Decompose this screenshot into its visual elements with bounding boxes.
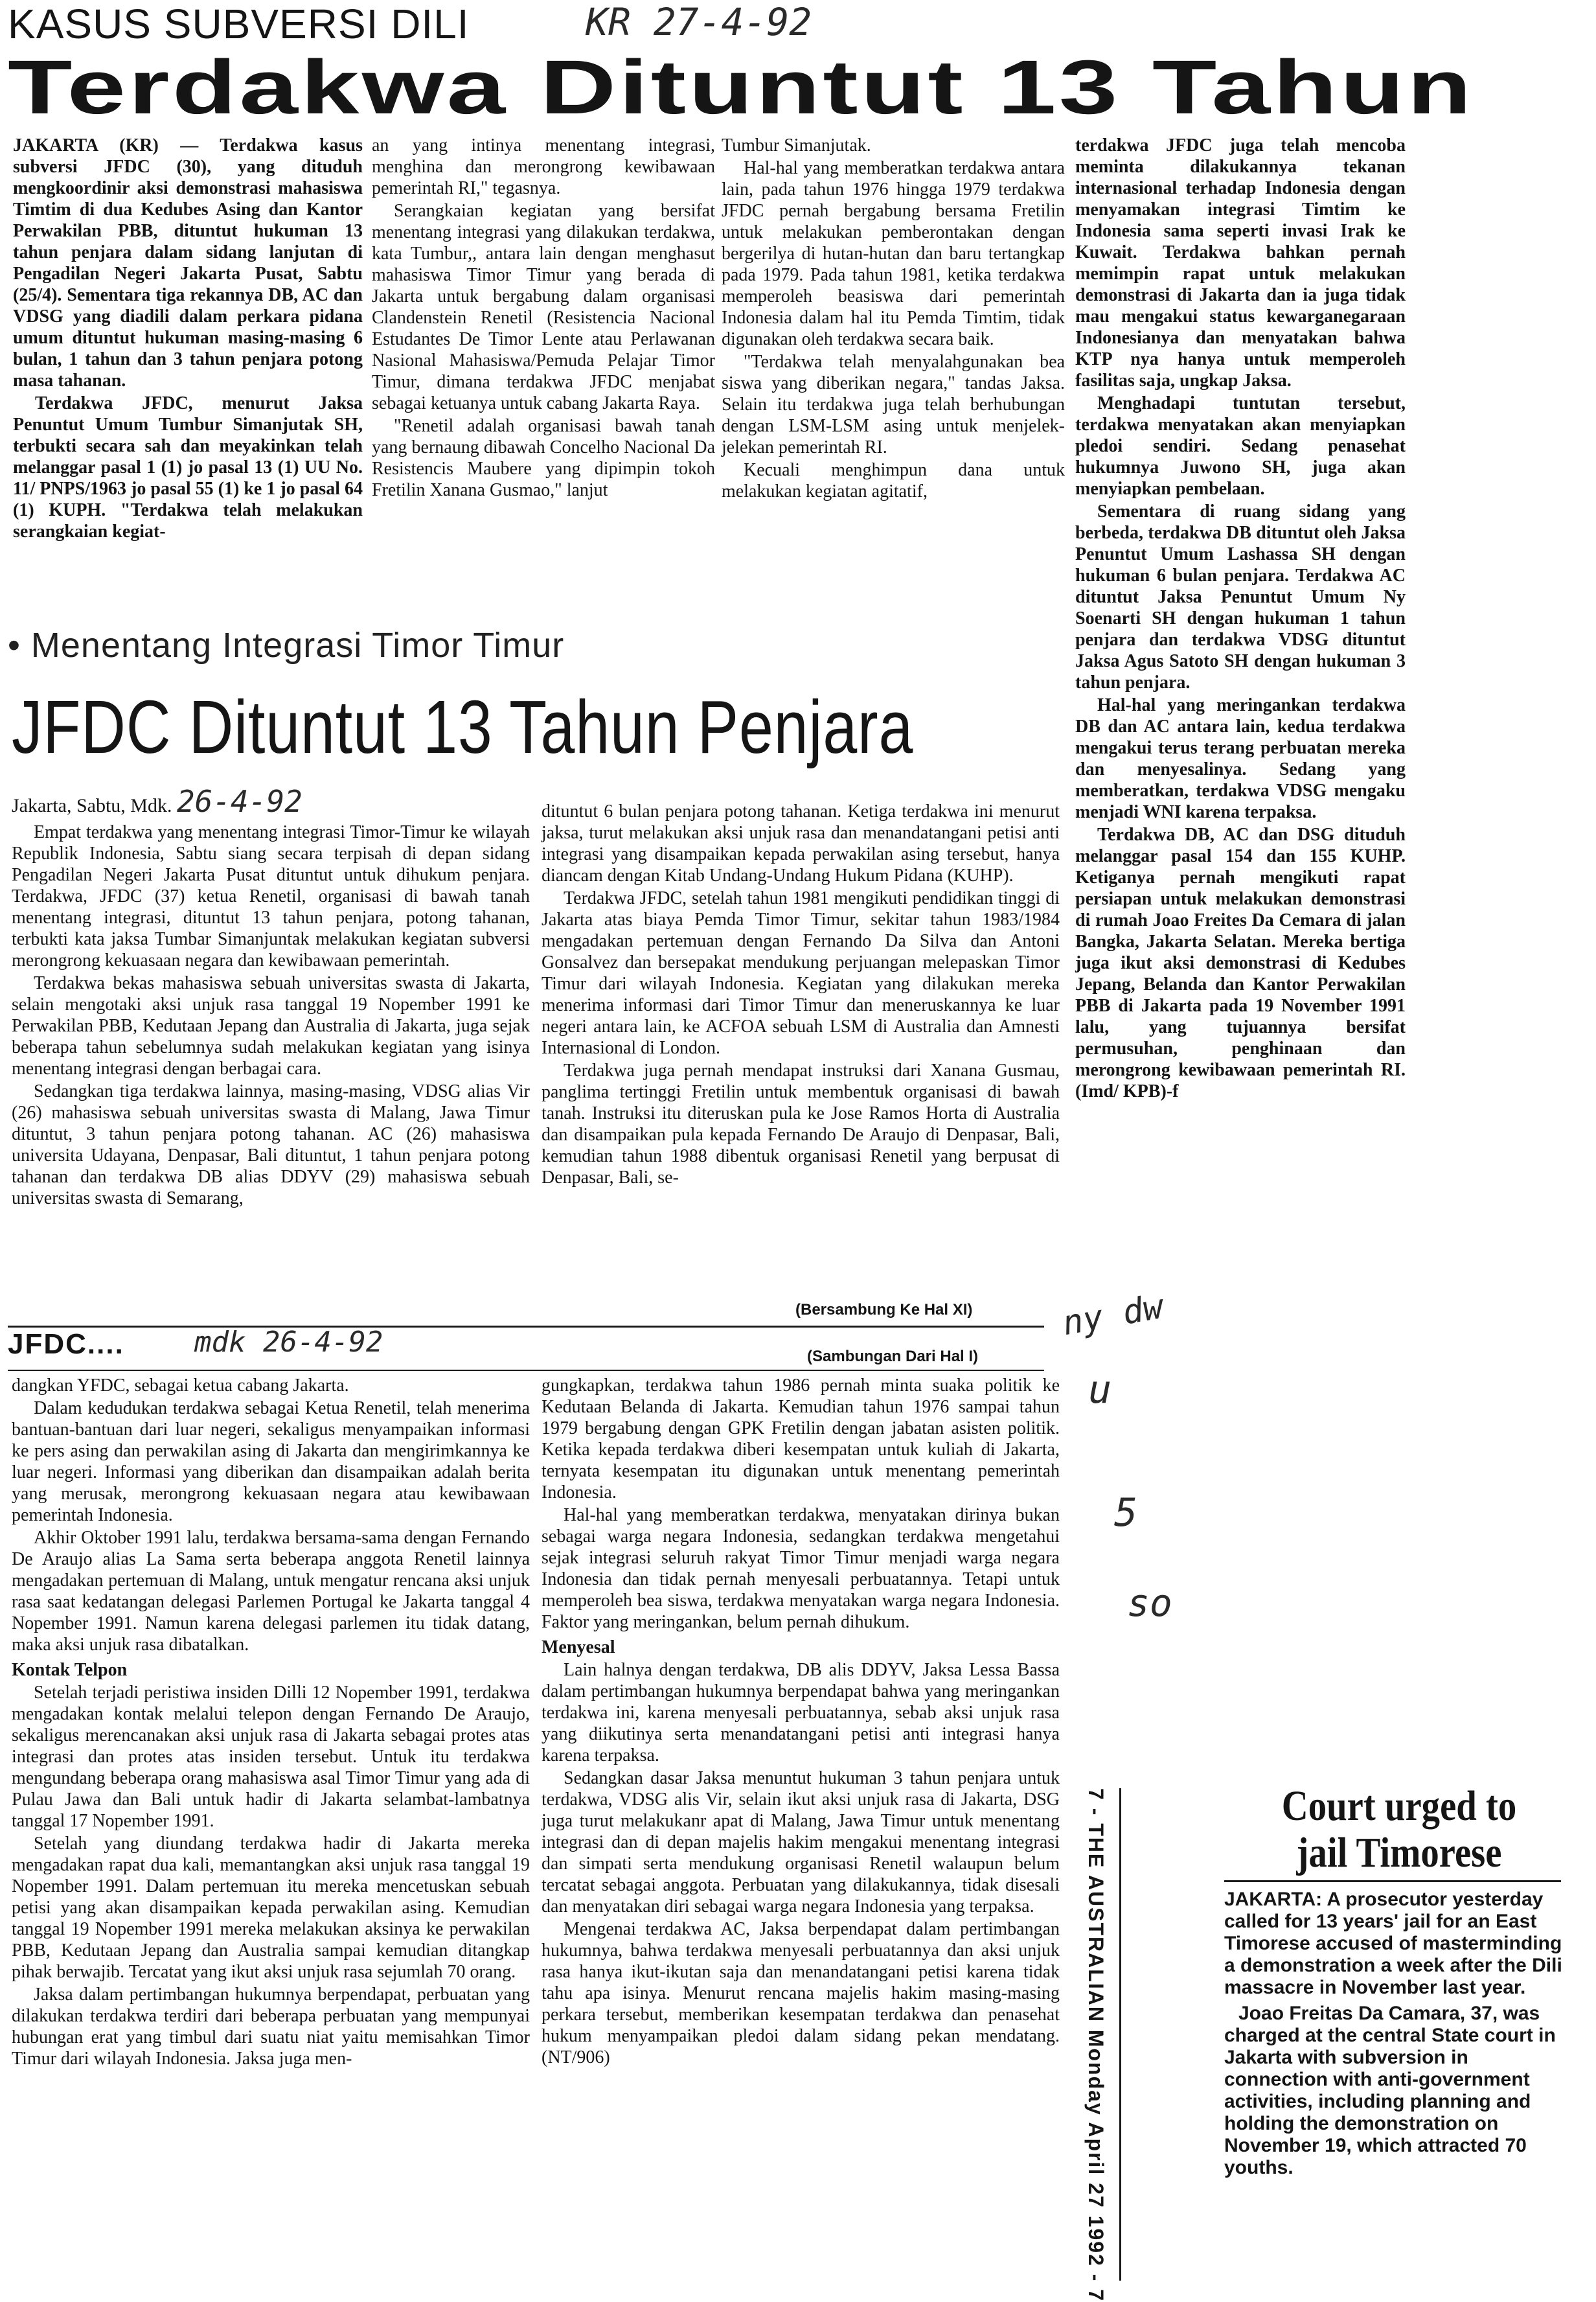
clip1-col3-para: Kecuali menghimpun dana untuk melakukan kegiatan agitatif, — [722, 460, 1065, 501]
clip3-source-line: 7 - THE AUSTRALIAN Monday April 27 1992 - 7 — [1084, 1788, 1108, 2302]
clip1-col4-para: Terdakwa DB, AC dan DSG dituduh melanggar pasal 154 dan 155 KUHP. Ketiganya pernah mengikuti rapat persiapan untuk melakukan demonstrasi di rumah Joao Freites Da Cemara di jalan Bangka, Jakarta Selatan. Mereka bertiga juga ikut aksi demonstrasi di Kedubes Jepang, Belanda dan Kantor Perwakilan PBB di Jakarta pada 19 November 1991 lalu, yang tujuannya bersifat permusuhan, penghinaan dan merongrong kewibawaan pemerintah RI. (Imd/ KPB)-f — [1075, 825, 1406, 1101]
clip2-cont-col1-para: Setelah yang diundang terdakwa hadir di Jakarta mereka mengadakan rapat dua kali, memantangkan aksi unjuk rasa tanggal 19 Nopember 1991. Dalam pertemuan itu mereka mencetuskan sebuah petisi yang akan disampaikan kepada perwakilan asing. Kemudian tanggal 19 Nopember 1991 mereka melakukan aksinya ke perwakilan PBB, Kedutaan Jepang dan Australia sampai kemudian ditangkap pihak berwajib. Tercatat yang ikut aksi unjuk rasa sejumlah 70 orang. — [12, 1834, 530, 1982]
clip3-headline-2: jail Timorese — [1296, 1829, 1502, 1876]
clip2-col2-para: Terdakwa juga pernah mendapat instruksi dari Xanana Gusmau, panglima tertinggi Fretilin untuk membentuk organisasi di bawah tanah. Instruksi itu diteruskan pula ke Jose Ramos Horta di Australia dan disampaikan pula kepada Fernando De Araujo di Denpasar, Bali, kemudian tahun 1988 dibentuk organisasi Renetil yang berpusat di Denpasar, Bali, se- — [542, 1061, 1060, 1188]
clip1-col3-para: "Terdakwa telah menyalahgunakan bea siswa yang diberikan negara," tandas Jaksa. Selain itu terdakwa juga telah berhubungan dengan LSM-LSM asing untuk menjelek-jelekan pemerintah RI. — [722, 352, 1065, 457]
clip1-col3-para: Tumbur Simanjutak. — [722, 135, 871, 155]
margin-note: so — [1127, 1581, 1172, 1625]
clip2-column-1 — [12, 822, 530, 1210]
clip2-cont-col1-para: Setelah terjadi peristiwa insiden Dilli 12 Nopember 1991, terdakwa mengadakan kontak melalui telepon dengan Fernando De Araujo, sekaligus merencanakan aksi unjuk rasa di Jakarta sebagai protes atas integrasi dan protes atas insiden tersebut. Untuk itu terdakwa mengundang beberapa orang mahasiswa asal Timor Timur yang ada di Pulau Jawa dan Bali untuk hadir di Jakarta selambat-lambatnya tanggal 17 Nopember 1991. — [12, 1683, 530, 1831]
clip2-cont-col2-para: Hal-hal yang memberatkan terdakwa, menyatakan dirinya bukan sebagai warga negara Indonesia, sedangkan terdakwa mengetahui sejak integrasi seluruh rakyat Timor Timur menjadi warga negara Indonesia dan tidak pernah menyesali perbuatannya. Tetapi untuk memperoleh bea siswa, terdakwa menyatakan warga negara Indonesia. Faktor yang meringankan, belum pernah dihukum. — [542, 1505, 1060, 1632]
clip2-handwritten-date: 26-4-92 — [176, 784, 302, 819]
clip2-cont-col2-para: Mengenai terdakwa AC, Jaksa berpendapat dalam pertimbangan hukumnya, bahwa terdakwa menyesali perbuatannya dan aksi unjuk rasa hanya ikut-ikutan saja dan menandatangani petisi karena tidak tahu apa isinya. Menurut rencana majelis hakim masing-masing perkara tersebut, memberikan kesempatan terdakwa dan penasehat hukum menyampaikan pledoi dalam sidang pekan mendatang. (NT/906) — [542, 1919, 1060, 2067]
clip1-col4-para: terdakwa JFDC juga telah mencoba meminta dilakukannya tekanan internasional terhadap Indonesia dengan menyamakan integrasi Timtim ke Indonesia sama seperti invasi Irak ke Kuwait. Terdakwa bahkan pernah memimpin rapat untuk melakukan demonstrasi di Jakarta dan ia juga tidak mau mengakui status kewarganegaraan Indonesianya dan menyatakan bahwa KTP nya hanya untuk memperoleh fasilitas saja, ungkap Jaksa. — [1075, 135, 1406, 391]
clip1-col1-para: JAKARTA (KR) — Terdakwa kasus subversi JFDC (30), yang dituduh mengkoordinir aksi demonstrasi mahasiswa Timtim di dua Kedubes Asing dan Kantor Perwakilan PBB, dituntut hukuman 13 tahun penjara dalam sidang lanjutan di Pengadilan Negeri Jakarta Pusat, Sabtu (25/4). Sementara tiga rekannya DB, AC dan VDSG yang diadili dalam perkara pidana umum dituntut hukuman masing-masing 6 bulan, 1 tahun dan 3 tahun penjara potong masa tahanan. — [13, 135, 363, 391]
clip1-headline: Terdakwa Dituntut 13 Tahun — [8, 45, 1474, 130]
clip2-dateline-text: Jakarta, Sabtu, Mdk. — [12, 795, 172, 816]
clip2-cont-col2-para: gungkapkan, terdakwa tahun 1986 pernah minta suaka politik ke Kedutaan Belanda di Jakarta. Kemudian tahun 1976 sampai tahun 1979 bergabung dengan GPK Fretilin dengan jabatan asisten politik. Ketika kepada terdakwa diberi kesempatan untuk kuliah di Jakarta, ternyata kesempatan itu digunakan untuk menentang pemerintah Indonesia. — [542, 1375, 1060, 1502]
clip2-continued-to: (Bersambung Ke Hal XI) — [795, 1301, 973, 1318]
clip2-col2-para: dituntut 6 bulan penjara potong tahanan. Ketiga terdakwa ini menurut jaksa, turut melakukan aksi unjuk rasa dan menandatangani petisi anti integrasi yang disampaikan kepada perwakilan asing tersebut, hanya diancam dengan Kitab Undang-Undang Hukum Pidana (KUHP). — [542, 801, 1060, 886]
clip1-col4-para: Hal-hal yang meringankan terdakwa DB dan AC antara lain, kedua terdakwa mengakui terus terang perbuatan mereka dan menyesalinya. Sedang yang memberatkan, terdakwa VDSG mengaku menjadi WNI karena terpaksa. — [1075, 695, 1406, 822]
clip1-col2-para: an yang intinya menentang integrasi, menghina dan merongrong kewibawaan pemerintah RI," tegasnya. — [372, 135, 715, 198]
subhead-kontak-telpon: Kontak Telpon — [12, 1660, 128, 1680]
margin-note: ny dw — [1059, 1287, 1167, 1344]
clip1-column-3 — [722, 135, 1065, 503]
clip3-vertical-rule — [1119, 1788, 1121, 2281]
clip2-cont-col1-para: Dalam kedudukan terdakwa sebagai Ketua Renetil, telah menerima bantuan-bantuan dari luar negeri, sekaligus menyampaikan informasi ke pers asing dan perwakilan asing di Jakarta dan mengirimkannya ke luar negeri. Informasi yang diberikan dan disampaikan adalah berita yang merusak, merongrong kekuasaan negara atau kewibawaan pemerintah Indonesia. — [12, 1398, 530, 1525]
clip1-col3-para: Hal-hal yang memberatkan terdakwa antara lain, pada tahun 1976 hingga 1979 terdakwa JFDC pernah bergabung bersama Fretilin untuk melakukan pemberontakan dengan bergerilya di hutan-hutan dan baru tertangkap pada 1979. Pada tahun 1981, ketika terdakwa memperoleh beasiswa dari pemerintah Indonesia dalam hal itu Pemda Timtim, tidak digunakan oleh terdakwa secara baik. — [722, 158, 1065, 349]
clip1-column-2 — [372, 135, 715, 502]
clip1-column-1 — [13, 135, 363, 544]
clip3-body-para: Joao Freitas Da Camara, 37, was charged at the central State court in Jakarta with subversion in connection with anti-government activities, including planning and holding the demonstration on November 19, which attracted 70 youths. — [1224, 2003, 1556, 2178]
clip2-dateline — [12, 784, 302, 819]
clip2-cont-label: JFDC.... — [8, 1328, 124, 1360]
clip2-col1-para: Sedangkan tiga terdakwa lainnya, masing-masing, VDSG alias Vir (26) mahasiswa sebuah universitas swasta di Malang, Jawa Timur dituntut, 3 tahun penjara potong tahanan. AC (26) mahasiswa universita Udayana, Denpasar, Bali dituntut, 1 tahun penjara potong tahanan dan terdakwa DB alias DDYV (29) mahasiswa sebuah universitas swasta di Semarang, — [12, 1081, 530, 1208]
clip3-headline-1: Court urged to — [1281, 1782, 1517, 1830]
clip2-cont-col2-para: Sedangkan dasar Jaksa menuntut hukuman 3 tahun penjara untuk terdakwa, VDSG alis Vir, selain ikut aksi unjuk rasa di Jakarta, DSG juga turut melakukanr apat di Malang, Jawa Timur untuk menentang integrasi dan di depan majelis hakim mengakui menentang integrasi dan simpati serta mendukung organisasi Renetil walaupun belum tercatat sebagai anggota. Perbuatan yang dilakukannya, tidak disesali dan menyatakan diri sebagai warga negara Indonesia yang terpaksa. — [542, 1768, 1060, 1916]
clip1-col4-para: Sementara di ruang sidang yang berbeda, terdakwa DB dituntut oleh Jaksa Penuntut Umum Lashassa SH dengan hukuman 6 bulan penjara. Terdakwa AC dituntut Jaksa Penuntut Umum Ny Soenarti SH dengan hukuman 1 tahun penjara dan terdakwa VDSG dituntut Jaksa Agus Satoto SH dengan hukuman 3 tahun penjara. — [1075, 501, 1406, 693]
clip2-cont-column-1 — [12, 1375, 530, 2071]
clip2-cont-handwritten: mdk 26-4-92 — [194, 1326, 383, 1359]
subhead-menyesal: Menyesal — [542, 1637, 615, 1657]
clip3-divider — [1224, 1880, 1561, 1882]
clip2-kicker: • Menentang Integrasi Timor Timur — [8, 626, 565, 665]
clip2-headline: JFDC Dituntut 13 Tahun Penjara — [12, 685, 914, 769]
clip1-kicker: KASUS SUBVERSI DILI — [8, 1, 470, 47]
clip1-col1-para: Terdakwa JFDC, menurut Jaksa Penuntut Umum Tumbur Simanjutak SH, terbukti secara sah dan meyakinkan telah melanggar pasal 1 (1) jo pasal 13 (1) UU No. 11/ PNPS/1963 jo pasal 55 (1) ke 1 jo pasal 64 (1) KUPH. "Terdakwa telah melakukan serangkaian kegiat- — [13, 393, 363, 542]
clip1-col2-para: "Renetil adalah organisasi bawah tanah yang bernaung dibawah Concelho Nacional Da Resistencis Maubere yang dipimpin tokoh Fretilin Xanana Gusmao," lanjut — [372, 416, 715, 500]
clip2-cont-col1-para: dangkan YFDC, sebagai ketua cabang Jakarta. — [12, 1375, 349, 1396]
clip2-column-2 — [542, 801, 1060, 1190]
clip2-continued-from: (Sambungan Dari Hal I) — [807, 1348, 979, 1365]
clip3-body-para: JAKARTA: A prosecutor yesterday called for 13 years' jail for an East Timorese accused of masterminding a demonstration a week after the Dili massacre in November last year. — [1224, 1889, 1562, 1998]
margin-note: u — [1088, 1367, 1112, 1412]
clip2-col1-para: Terdakwa bekas mahasiswa sebuah universitas swasta di Jakarta, selain mengotaki aksi unjuk rasa tanggal 19 Nopember 1991 ke Perwakilan PBB, Kedutaan Jepang dan Australia di Jakarta, juga sejak beberapa tahun sebelumnya sudah melakukan kegiatan yang isinya menentang integrasi dengan berbagai cara. — [12, 973, 530, 1079]
clip2-cont-column-2 — [542, 1375, 1060, 2069]
clip1-handwritten-date: KR 27-4-92 — [586, 0, 812, 44]
clip2-cont-col1-para: Jaksa dalam pertimbangan hukumnya berpendapat, perbuatan yang dilakukan terdakwa terdiri dari beberapa perbuatan yang mempunyai hubungan erat yang timbul dari suatu niat yaitu memisahkan Timor Timur dari wilayah Indonesia. Jaksa juga men- — [12, 1985, 530, 2069]
clip3-body — [1224, 1889, 1574, 2179]
clip2-cont-col2-para: Lain halnya dengan terdakwa, DB alis DDYV, Jaksa Lessa Bassa dalam pertimbangan hukumnya berpendapat bahwa yang meringankan terdakwa ini, karena menyesali perbuatannya, sebab aksi unjuk rasa yang diikutinya serta menandatangani petisi anti integrasi hanya karena terpaksa. — [542, 1660, 1060, 1766]
clip3-article — [1224, 1783, 1574, 2179]
divider — [8, 1370, 1044, 1371]
clip2-cont-col1-para: Akhir Oktober 1991 lalu, terdakwa bersama-sama dengan Fernando De Araujo alias La Sama serta beberapa anggota Renetil lainnya mengadakan pertemuan di Malang, untuk mengatur rencana aksi unjuk rasa saat kedatangan delegasi Parlemen Portugal ke Jakarta tanggal 4 Nopember 1991. Namun karena delegasi parlemen itu tidak datang, maka aksi unjuk rasa dibatalkan. — [12, 1528, 530, 1655]
clip1-column-4 — [1075, 135, 1406, 1103]
divider — [8, 1326, 1044, 1328]
clip1-col2-para: Serangkaian kegiatan yang bersifat menentang integrasi yang dilakukan terdakwa, kata Tumbur,, antara lain dengan menghasut mahasiswa Timor Timur yang berada di Jakarta untuk bergabung dalam organisasi Clandenstein Renetil (Resistencia Nacional Estudantes De Timor Lente atau Perlawanan Nasional Mahasiswa/Pemuda Pelajar Timor Timur, dimana terdakwa JFDC menjabat sebagai ketuanya untuk cabang Jakarta Raya. — [372, 201, 715, 413]
clip2-col2-para: Terdakwa JFDC, setelah tahun 1981 mengikuti pendidikan tinggi di Jakarta atas biaya Pemda Timor Timur, sekitar tahun 1983/1984 mengadakan pertemuan dengan Fernando Da Silva dan Antoni Gonsalvez dan bersepakat mendukung perjuangan melepaskan Timor Timur dari wilayah Indonesia. Kegiatan yang dilakukan mereka menerima informasi dari Timor Timur dan meneruskannya ke luar negeri antara lain, ke ACFOA sebuah LSM di Australia dan Amnesti Internasional di London. — [542, 888, 1060, 1058]
clip2-col1-para: Empat terdakwa yang menentang integrasi Timor-Timur ke wilayah Republik Indonesia, Sabtu siang secara terpisah di depan sidang Pengadilan Negeri Jakarta Pusat dituntut untuk dihukum penjara. Terdakwa, JFDC (37) ketua Renetil, organisasi di bawah tanah menentang integrasi, dituntut 13 tahun penjara, potong tahanan, terbukti kata jaksa Tumbar Simanjuntak melakukan kegiatan subversi merongrong kekuasaan negara dan kewibawaan pemerintah. — [12, 822, 530, 971]
margin-note: 5 — [1114, 1490, 1138, 1536]
clip1-col4-para: Menghadapi tuntutan tersebut, terdakwa menyatakan akan menyiapkan pledoi sendiri. Sedang penasehat hukumnya Juwono SH, juga akan menyiapkan pembelaan. — [1075, 393, 1406, 499]
